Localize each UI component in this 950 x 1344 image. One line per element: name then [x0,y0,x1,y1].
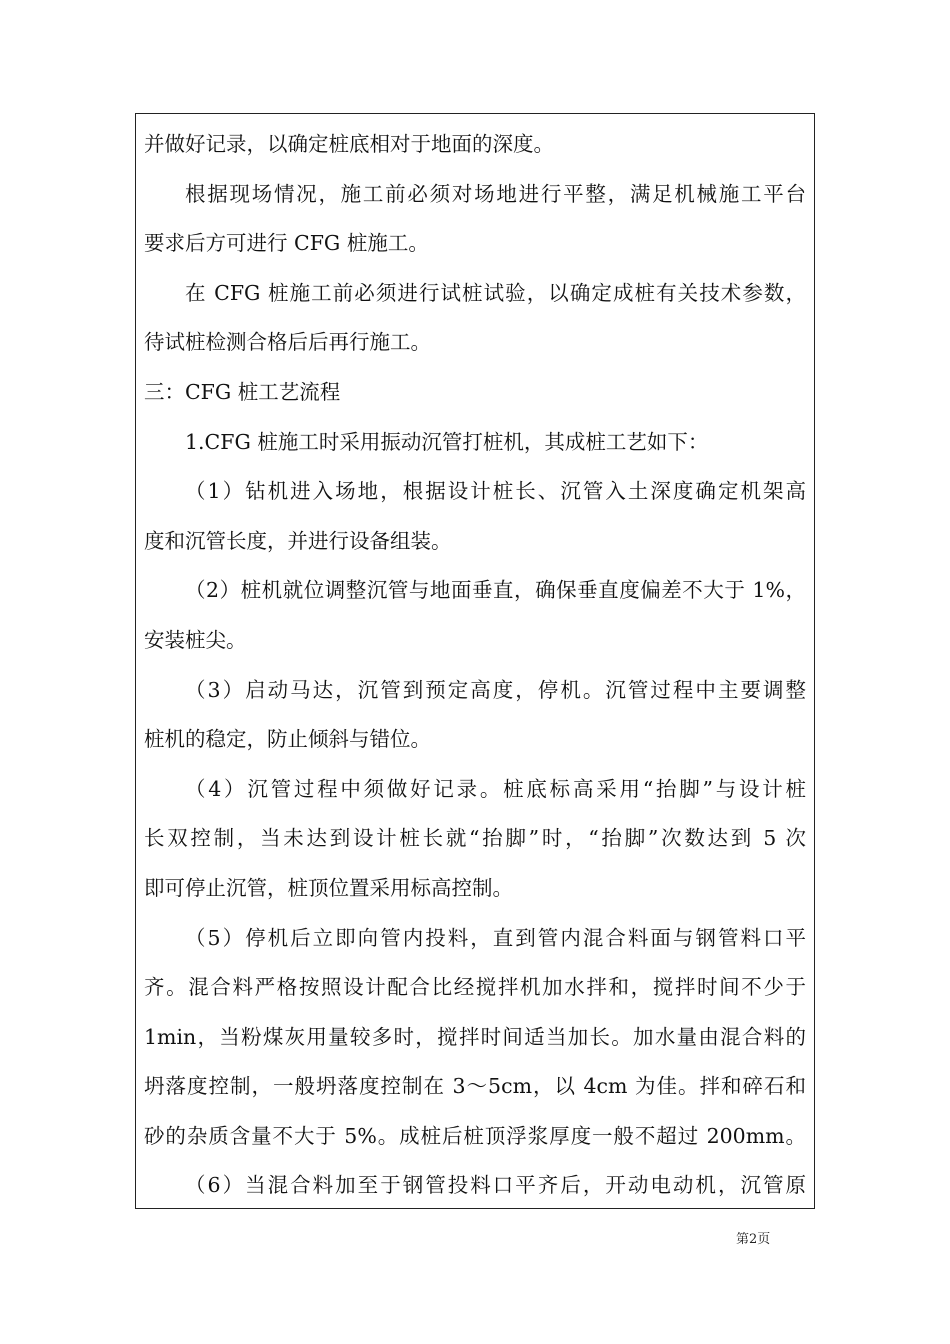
text-line-21: 砂的杂质含量不大于 5%。成桩后桩顶浮浆厚度一般不超过 200mm。 [144,1123,806,1148]
content-frame [135,113,815,1209]
text-line-11: 安装桩尖。 [144,627,247,652]
text-line-14: （4）沉管过程中须做好记录。桩底标高采用“抬脚”与设计桩 [185,776,806,801]
text-line-1: 并做好记录，以确定桩底相对于地面的深度。 [144,132,554,156]
text-line-12: （3）启动马达，沉管到预定高度，停机。沉管过程中主要调整 [185,677,806,702]
text-line-9: 度和沉管长度，并进行设备组装。 [144,528,452,553]
page-number: 第2页 [736,1232,771,1247]
text-line-4: 在 CFG 桩施工前必须进行试桩试验，以确定成桩有关技术参数， [185,280,806,305]
text-line-13: 桩机的稳定，防止倾斜与错位。 [144,727,431,752]
text-line-18: 齐。混合料严格按照设计配合比经搅拌机加水拌和，搅拌时间不少于 [144,975,806,1000]
text-line-3: 要求后方可进行 CFG 桩施工。 [144,231,429,256]
text-line-15: 长双控制，当未达到设计桩长就“抬脚”时，“抬脚”次数达到 5 次 [144,826,806,851]
text-line-20: 坍落度控制，一般坍落度控制在 3～5cm，以 4cm 为佳。拌和碎石和 [144,1074,806,1099]
text-line-10: （2）桩机就位调整沉管与地面垂直，确保垂直度偏差不大于 1%， [185,578,806,603]
text-line-17: （5）停机后立即向管内投料，直到管内混合料面与钢管料口平 [185,925,806,950]
text-line-16: 即可停止沉管，桩顶位置采用标高控制。 [144,875,513,900]
text-line-2: 根据现场情况，施工前必须对场地进行平整，满足机械施工平台 [185,181,806,206]
text-line-7: 1.CFG 桩施工时采用振动沉管打桩机，其成桩工艺如下： [185,429,709,454]
text-line-8: （1）钻机进入场地，根据设计桩长、沉管入土深度确定机架高 [185,479,806,504]
section-heading: 三：CFG 桩工艺流程 [144,379,341,404]
document-body [144,120,806,1211]
text-line-5: 待试桩检测合格后后再行施工。 [144,330,431,355]
text-line-19: 1min，当粉煤灰用量较多时，搅拌时间适当加长。加水量由混合料的 [144,1024,806,1049]
text-line-22: （6）当混合料加至于钢管投料口平齐后，开动电动机，沉管原 [185,1173,806,1198]
